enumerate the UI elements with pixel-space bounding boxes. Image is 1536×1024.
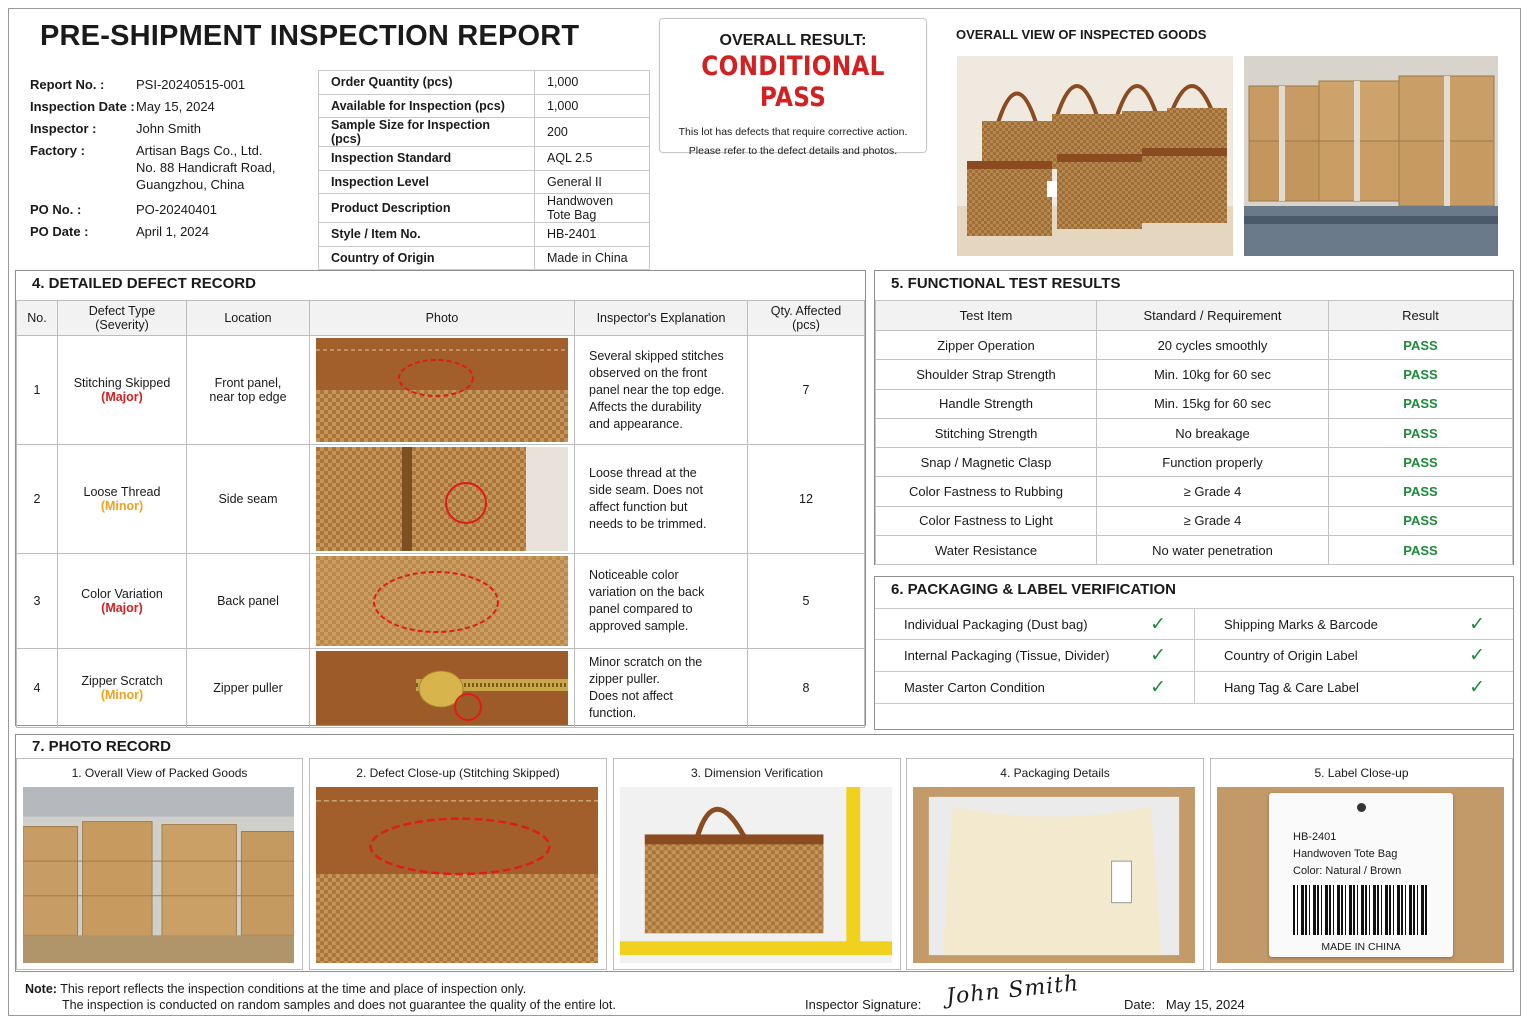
packaging-item: Country of Origin Label ✓ (1194, 640, 1513, 671)
defect-row (17, 649, 865, 728)
test-standard: No breakage (1097, 418, 1329, 447)
photo-caption: 5. Label Close-up (1314, 766, 1409, 780)
quantity-row (319, 223, 650, 247)
info-label: Inspector : (30, 121, 97, 136)
test-standard: Function properly (1097, 448, 1329, 477)
factory-line: Artisan Bags Co., Ltd. (136, 143, 263, 158)
overall-result-note (660, 123, 926, 161)
quantity-row (319, 194, 650, 223)
defect-table (16, 300, 865, 728)
defect-photo (310, 554, 575, 649)
quantity-label: Order Quantity (pcs) (319, 71, 535, 95)
defect-explanation: Loose thread at the side seam. Does not affect function but needs to be trimmed. (575, 445, 748, 554)
quantity-table (318, 70, 650, 270)
defect-photo (310, 336, 575, 445)
header-location: Location (187, 301, 310, 336)
barcode-icon (1293, 885, 1429, 935)
tag-line: Handwoven Tote Bag (1293, 848, 1398, 860)
packaging-row (875, 672, 1513, 704)
factory-line: Guangzhou, China (136, 177, 245, 192)
check-icon: ✓ (1150, 613, 1166, 635)
quantity-label: Sample Size for Inspection (pcs) (319, 118, 535, 147)
cartons-photo (1244, 56, 1498, 256)
report-info (30, 74, 300, 243)
test-result: PASS (1329, 389, 1513, 418)
test-item: Snap / Magnetic Clasp (876, 448, 1097, 477)
quantity-label: Product Description (319, 194, 535, 223)
overall-result-box (659, 18, 927, 157)
info-inspector (30, 118, 300, 140)
packaging-item: Shipping Marks & Barcode ✓ (1194, 609, 1513, 639)
section-title: 4. DETAILED DEFECT RECORD (32, 275, 256, 292)
test-result: PASS (1329, 360, 1513, 389)
tag-line: HB-2401 (1293, 831, 1337, 843)
quantity-value: General II (535, 170, 650, 194)
defect-type: Stitching Skipped (Major) (58, 336, 187, 445)
header-no: No. (17, 301, 58, 336)
info-value: May 15, 2024 (136, 99, 215, 114)
defect-no: 2 (17, 445, 58, 554)
check-icon: ✓ (1150, 645, 1166, 666)
packaging-item: Master Carton Condition ✓ (904, 677, 1166, 698)
test-item: Stitching Strength (876, 418, 1097, 447)
inspector-signature: John Smith (945, 971, 1081, 1010)
defect-location: Front panel, near top edge (187, 336, 310, 445)
quantity-value: 1,000 (535, 71, 650, 95)
quantity-value: Handwoven Tote Bag (535, 194, 650, 223)
quantity-row (319, 170, 650, 194)
test-standard: 20 cycles smoothly (1097, 331, 1329, 360)
info-value: John Smith (136, 121, 202, 136)
test-result: PASS (1329, 418, 1513, 447)
defect-record-section (15, 270, 866, 726)
severity-badge: (Minor) (100, 688, 144, 702)
info-inspection-date (30, 96, 300, 118)
photo-caption: 1. Overall View of Packed Goods (71, 766, 248, 780)
test-item: Shoulder Strap Strength (876, 360, 1097, 389)
note-line-1: Note: This report reflects the inspection conditions at the time and place of inspection only. (25, 982, 527, 996)
stitching-closeup-photo (316, 787, 598, 963)
packaging-grid (875, 608, 1513, 704)
functional-row (876, 536, 1513, 565)
quantity-label: Available for Inspection (pcs) (319, 94, 535, 118)
header-standard: Standard / Requirement (1097, 301, 1329, 331)
photo-record-item (16, 758, 303, 970)
functional-row (876, 506, 1513, 535)
header-test-item: Test Item (876, 301, 1097, 331)
defect-no: 3 (17, 554, 58, 649)
packaging-row (875, 608, 1513, 640)
packaging-row (875, 640, 1513, 672)
info-value (136, 142, 300, 193)
packaging-item: Hang Tag & Care Label ✓ (1194, 672, 1513, 703)
section-title: 7. PHOTO RECORD (32, 738, 171, 755)
tag-text (1293, 829, 1401, 880)
defect-type: Zipper Scratch (Minor) (58, 649, 187, 728)
photo-caption: 3. Dimension Verification (690, 766, 824, 780)
test-result: PASS (1329, 448, 1513, 477)
section-title: 5. FUNCTIONAL TEST RESULTS (891, 275, 1121, 292)
test-item: Water Resistance (876, 536, 1097, 565)
test-item: Zipper Operation (876, 331, 1097, 360)
defect-location: Back panel (187, 554, 310, 649)
quantity-row (319, 246, 650, 270)
info-label: Inspection Date : (30, 99, 135, 114)
quantity-value: 200 (535, 118, 650, 147)
quantity-value: Made in China (535, 246, 650, 270)
overview-title: OVERALL VIEW OF INSPECTED GOODS (956, 27, 1207, 42)
quantity-value: AQL 2.5 (535, 147, 650, 171)
packaging-item: Individual Packaging (Dust bag) ✓ (904, 613, 1166, 635)
quantity-value: 1,000 (535, 94, 650, 118)
info-value: April 1, 2024 (136, 224, 209, 239)
photo-record-item (906, 758, 1204, 970)
header-explanation: Inspector's Explanation (575, 301, 748, 336)
signature-date: Date: May 15, 2024 (1124, 997, 1245, 1012)
info-label: PO Date : (30, 224, 89, 239)
report-title: PRE-SHIPMENT INSPECTION REPORT (40, 20, 580, 52)
footer-note (25, 981, 616, 1013)
info-label: Factory : (30, 143, 85, 158)
defect-qty: 12 (748, 445, 865, 554)
defect-row (17, 554, 865, 649)
test-result: PASS (1329, 506, 1513, 535)
test-standard: ≥ Grade 4 (1097, 506, 1329, 535)
quantity-row (319, 147, 650, 171)
defect-qty: 8 (748, 649, 865, 728)
test-item: Color Fastness to Light (876, 506, 1097, 535)
defect-qty: 7 (748, 336, 865, 445)
quantity-label: Style / Item No. (319, 223, 535, 247)
defect-no: 4 (17, 649, 58, 728)
test-standard: No water penetration (1097, 536, 1329, 565)
functional-header-row (876, 301, 1513, 331)
functional-row (876, 477, 1513, 506)
note-line: Please refer to the defect details and photos. (688, 145, 898, 157)
functional-row (876, 389, 1513, 418)
test-standard: Min. 15kg for 60 sec (1097, 389, 1329, 418)
quantity-label: Inspection Standard (319, 147, 535, 171)
tote-bags-photo (957, 56, 1233, 256)
functional-row (876, 448, 1513, 477)
overall-result-value: CONDITIONAL PASS (701, 51, 885, 113)
severity-badge: (Minor) (100, 499, 144, 513)
info-label: PO No. : (30, 202, 82, 217)
defect-explanation: Noticeable color variation on the back panel compared to approved sample. (575, 554, 748, 649)
info-po-date (30, 221, 300, 243)
packaging-section (874, 576, 1514, 730)
defect-type: Loose Thread (Minor) (58, 445, 187, 554)
label-closeup-photo (1217, 787, 1504, 963)
defect-qty: 5 (748, 554, 865, 649)
header-photo: Photo (310, 301, 575, 336)
info-report-no (30, 74, 300, 96)
defect-explanation: Several skipped stitches observed on the front panel near the top edge. Affects the durability and appearance. (575, 336, 748, 445)
check-icon: ✓ (1469, 645, 1485, 666)
photo-caption: 2. Defect Close-up (Stitching Skipped) (356, 766, 560, 780)
tag-line: Color: Natural / Brown (1293, 865, 1402, 877)
defect-row (17, 336, 865, 445)
packaging-photo (913, 787, 1195, 963)
functional-test-section (874, 270, 1514, 565)
quantity-label: Inspection Level (319, 170, 535, 194)
check-icon: ✓ (1469, 613, 1485, 635)
signature-label: Inspector Signature: (805, 997, 922, 1012)
factory-line: No. 88 Handicraft Road, (136, 160, 276, 175)
defect-photo (310, 649, 575, 728)
quantity-row (319, 118, 650, 147)
quantity-value: HB-2401 (535, 223, 650, 247)
test-item: Color Fastness to Rubbing (876, 477, 1097, 506)
functional-test-table (875, 300, 1513, 565)
test-standard: ≥ Grade 4 (1097, 477, 1329, 506)
section-title: 6. PACKAGING & LABEL VERIFICATION (891, 581, 1177, 598)
test-result: PASS (1329, 477, 1513, 506)
test-standard: Min. 10kg for 60 sec (1097, 360, 1329, 389)
tag-hole (1357, 803, 1366, 812)
defect-photo (310, 445, 575, 554)
photo-caption: 4. Packaging Details (1000, 766, 1110, 780)
quantity-row (319, 71, 650, 95)
header-result: Result (1329, 301, 1513, 331)
header-defect-type: Defect Type (Severity) (58, 301, 187, 336)
quantity-label: Country of Origin (319, 246, 535, 270)
functional-row (876, 331, 1513, 360)
quantity-row (319, 94, 650, 118)
functional-row (876, 360, 1513, 389)
defect-no: 1 (17, 336, 58, 445)
photo-record-item (1210, 758, 1513, 970)
hang-tag (1269, 793, 1453, 957)
defect-header-row (17, 301, 865, 336)
test-item: Handle Strength (876, 389, 1097, 418)
defect-row (17, 445, 865, 554)
packed-goods-photo (23, 787, 294, 963)
note-line: This lot has defects that require corrective action. (678, 126, 908, 138)
test-result: PASS (1329, 331, 1513, 360)
info-label: Report No. : (30, 77, 105, 92)
defect-location: Side seam (187, 445, 310, 554)
tag-footer: MADE IN CHINA (1321, 941, 1401, 953)
header-qty: Qty. Affected (pcs) (748, 301, 865, 336)
note-line-2: The inspection is conducted on random samples and does not guarantee the quality of the entire lot. (62, 998, 616, 1012)
severity-badge: (Major) (101, 601, 143, 615)
packaging-item: Internal Packaging (Tissue, Divider) ✓ (904, 645, 1166, 666)
defect-type: Color Variation (Major) (58, 554, 187, 649)
check-icon: ✓ (1150, 677, 1166, 698)
info-factory (30, 140, 300, 199)
test-result: PASS (1329, 536, 1513, 565)
overall-result-label: OVERALL RESULT: (719, 32, 867, 49)
dimension-photo (620, 787, 892, 963)
severity-badge: (Major) (101, 390, 143, 404)
defect-explanation: Minor scratch on the zipper puller. Does not affect function. (575, 649, 748, 728)
functional-row (876, 418, 1513, 447)
photo-record-item (613, 758, 901, 970)
check-icon: ✓ (1469, 677, 1485, 698)
info-value: PO-20240401 (136, 202, 217, 217)
defect-location: Zipper puller (187, 649, 310, 728)
info-value: PSI-20240515-001 (136, 77, 246, 92)
info-po-no (30, 199, 300, 221)
photo-record-item (309, 758, 607, 970)
